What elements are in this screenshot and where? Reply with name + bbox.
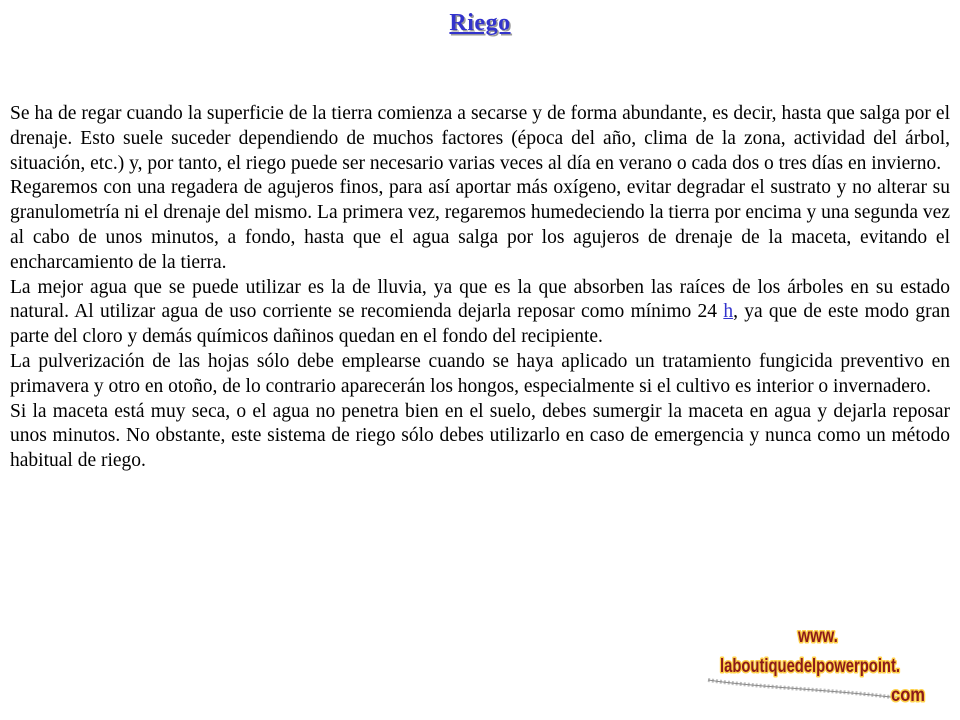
paragraph-watering-method: Regaremos con una regadera de agujeros finos, para así aportar más oxígeno, evitar degradar el sustrato y no alterar su granulometría ni el drenaje del mismo. La primera vez, regaremos humedeciendo la tierra por encima y una segunda vez al cabo de unos minutos, a fondo, hasta que el agua salga por los agujeros de drenaje de la maceta, evitando el encharcamiento de la tierra. (10, 177, 950, 273)
paragraph-water-type (10, 276, 950, 350)
slide-body (10, 102, 950, 474)
slide-title[interactable]: Riego (449, 10, 511, 36)
paragraph-watering-frequency: Se ha de regar cuando la superficie de la tierra comienza a secarse y de forma abundante, es decir, hasta que salga por el drenaje. Esto suele suceder dependiendo de muchos factores (época del año, clima de la zona, actividad del árbol, situación, etc.) y, por tanto, el riego puede ser necesario varias veces al día en verano o cada dos o tres días en invierno. (10, 103, 950, 174)
watermark-line-com: com (891, 685, 925, 706)
hours-link[interactable]: h (723, 301, 734, 323)
paragraph-water-type-text-end: , ya que de este modo gran parte del cloro y demás químicos dañinos quedan en el fondo del recipiente. (10, 301, 950, 348)
paragraph-water-type-text-start: La mejor agua que se puede utilizar es la de lluvia, ya que es la que absorben las raíces de los árboles en su estado natural. Al utilizar agua de uso corriente se recomienda dejarla reposar como mínimo 24 (10, 276, 950, 323)
paragraph-immersion: Si la maceta está muy seca, o el agua no penetra bien en el suelo, debes sumergir la maceta en agua y dejarla reposar unos minutos. No obstante, este sistema de riego sólo debes utilizarlo en caso de emergencia y nunca como un método habitual de riego. (10, 400, 950, 472)
site-watermark-logo (702, 622, 942, 708)
watermark-line-www: www. (797, 626, 838, 647)
paragraph-leaf-spraying: La pulverización de las hojas sólo debe emplearse cuando se haya aplicado un tratamiento fungicida preventivo en primavera y otro en otoño, de lo contrario aparecerán los hongos, especialmente si el cultivo es interior o invernadero. (10, 350, 950, 397)
watermark-line-domain: laboutiquedelpowerpoint. (720, 656, 900, 677)
